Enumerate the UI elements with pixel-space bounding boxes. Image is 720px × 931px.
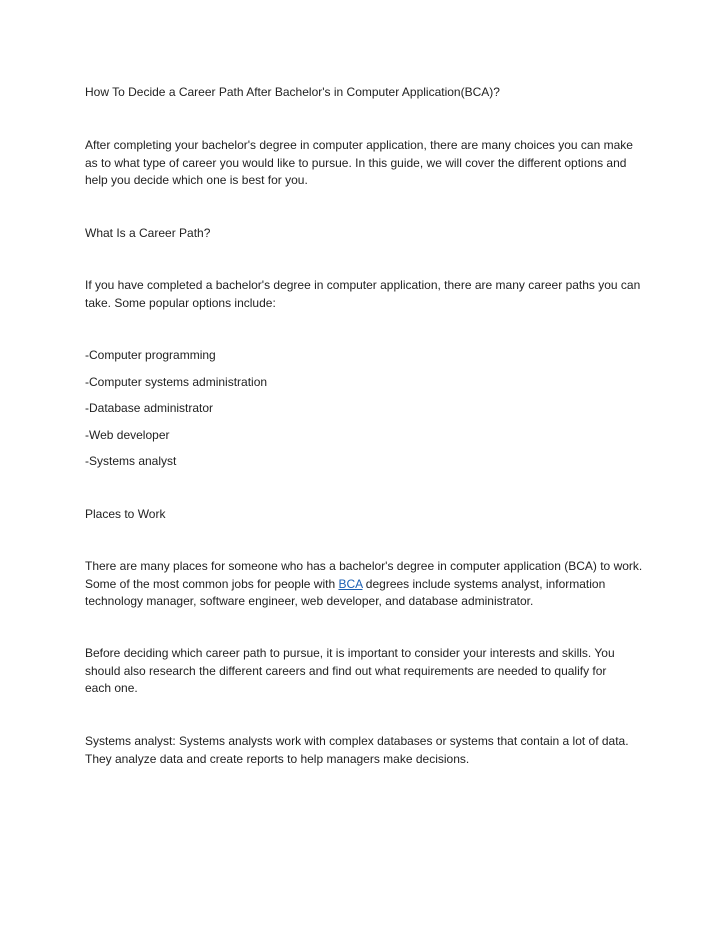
places-line: There are many places for someone who has a bachelor's degree in computer application (BCA) to work. xyxy=(85,559,643,573)
bca-link[interactable]: BCA xyxy=(338,576,363,591)
deciding-line: Before deciding which career path to pursue, it is important to consider your interests and skills. You xyxy=(85,646,615,660)
career-path-line: If you have completed a bachelor's degree in computer application, there are many career paths you can xyxy=(85,278,641,292)
list-item: -Computer systems administration xyxy=(85,374,268,389)
places-line: technology manager, software engineer, web developer, and database administrator. xyxy=(85,594,534,608)
career-path-line: take. Some popular options include: xyxy=(85,295,276,310)
intro-line: as to what type of career you would like to pursue. In this guide, we will cover the different options and xyxy=(85,155,627,170)
heading-places-to-work: Places to Work xyxy=(85,507,166,521)
deciding-line: should also research the different careers and find out what requirements are needed to qualify for xyxy=(85,663,607,678)
list-item: -Web developer xyxy=(85,427,170,442)
places-line-text: Some of the most common jobs for people with xyxy=(85,576,339,591)
intro-line: After completing your bachelor's degree in computer application, there are many choices you can make xyxy=(85,138,633,152)
places-line-text: degrees include systems analyst, information xyxy=(362,576,606,591)
heading-career-path: What Is a Career Path? xyxy=(85,226,211,240)
deciding-line: each one. xyxy=(85,681,138,695)
document-title: How To Decide a Career Path After Bachelor's in Computer Application(BCA)? xyxy=(85,85,500,99)
places-line xyxy=(85,576,605,594)
list-item: -Systems analyst xyxy=(85,454,177,468)
intro-line: help you decide which one is best for you. xyxy=(85,173,308,187)
analyst-line: Systems analyst: Systems analysts work with complex databases or systems that contain a lot of data. xyxy=(85,734,629,748)
analyst-line: They analyze data and create reports to help managers make decisions. xyxy=(85,751,470,766)
list-item: -Database administrator xyxy=(85,401,214,415)
list-item: -Computer programming xyxy=(85,348,216,362)
